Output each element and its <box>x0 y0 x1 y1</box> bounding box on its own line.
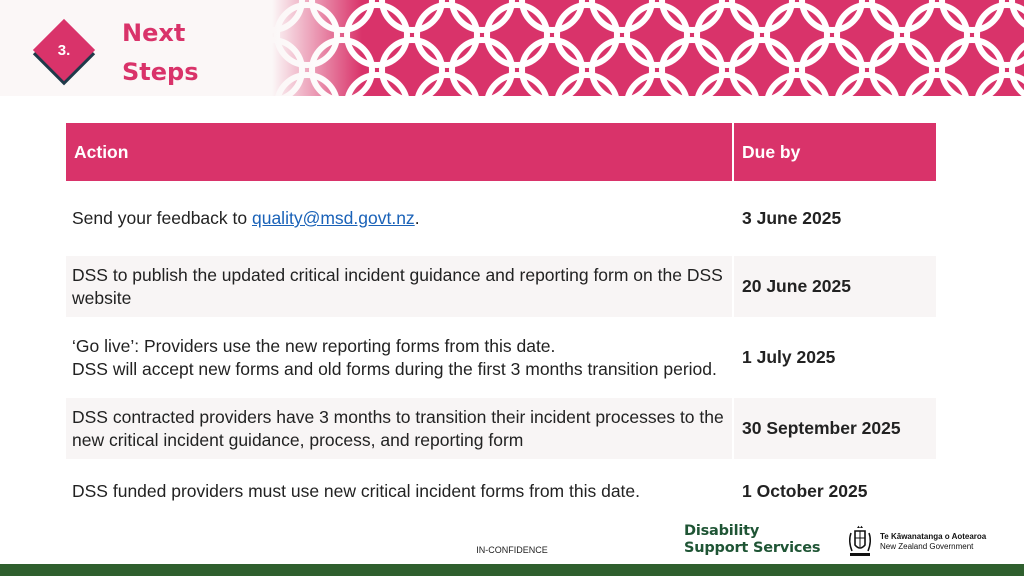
table-row <box>66 461 936 522</box>
gov-line-2: New Zealand Government <box>880 542 974 551</box>
action-cell: DSS contracted providers have 3 months to transition their incident processes to the new critical incident guidance, process, and reporting form <box>66 398 732 459</box>
action-cell: DSS funded providers must use new critical incident forms from this date. <box>72 481 641 501</box>
section-number: 3. <box>57 41 71 59</box>
header-action: Action <box>66 123 732 181</box>
gov-text <box>880 532 986 552</box>
action-line-1: ‘Go live’: Providers use the new reporting forms from this date. <box>72 335 556 356</box>
action-text: Send your feedback to <box>72 208 252 228</box>
next-steps-table <box>64 121 938 524</box>
table-row <box>66 183 936 254</box>
due-date-cell: 1 October 2025 <box>742 481 868 501</box>
classification-label: IN-CONFIDENCE <box>476 545 548 555</box>
page-title <box>122 14 199 92</box>
due-date-cell: 30 September 2025 <box>734 398 936 459</box>
header-due-by: Due by <box>734 123 936 181</box>
dss-logo-line-2: Support Services <box>684 540 821 556</box>
due-date-cell: 1 July 2025 <box>742 347 836 367</box>
action-cell <box>66 183 732 254</box>
action-line-2: DSS will accept new forms and old forms during the first 3 months transition period. <box>72 358 717 379</box>
nz-government-logo <box>846 525 996 559</box>
table-header-row <box>66 123 936 181</box>
action-cell: DSS to publish the updated critical incident guidance and reporting form on the DSS website <box>66 256 732 317</box>
table-row <box>66 398 936 459</box>
title-line-2: Steps <box>122 58 199 86</box>
disability-support-services-logo <box>684 523 821 559</box>
feedback-email-link[interactable]: quality@msd.govt.nz <box>251 208 415 228</box>
header-decorative-pattern <box>272 0 1024 96</box>
section-number-badge <box>34 20 94 80</box>
action-cell <box>66 319 732 396</box>
coat-of-arms-icon <box>846 525 874 559</box>
due-date-cell: 20 June 2025 <box>734 256 936 317</box>
table-row <box>66 256 936 317</box>
title-line-1: Next <box>122 19 186 47</box>
table-row <box>66 319 936 396</box>
due-date-cell: 3 June 2025 <box>742 208 842 228</box>
action-text-suffix: . <box>414 208 420 228</box>
gov-line-1: Te Kāwanatanga o Aotearoa <box>880 532 987 541</box>
dss-logo-line-1: Disability <box>684 523 760 539</box>
footer-bar <box>0 564 1024 576</box>
